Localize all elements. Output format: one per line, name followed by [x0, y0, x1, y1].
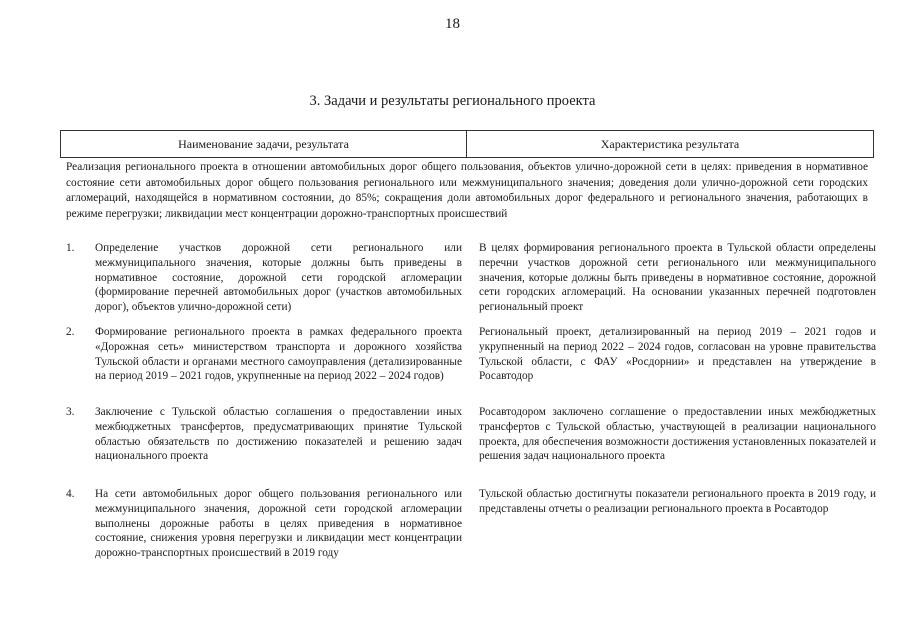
row-result: Росавтодором заключено соглашение о предоставлении иных межбюджетных трансфертов с Тульской областью, участвующей в реализации национального проекта, для обеспечения возможности достижения установленных показателей и решения задач национального проекта	[479, 406, 876, 463]
table-header	[60, 130, 874, 158]
row-result: Региональный проект, детализированный на период 2019 – 2021 годов и укрупненный на период 2022 – 2024 годов, согласован на уровне правительства Тульской области, с ФАУ «Росдорнии» и представлен на утверждение в Росавтодор	[479, 326, 876, 383]
row-task: Определение участков дорожной сети регионального или межмуниципального значения, которые должны быть приведены в нормативное состояние, дорожной сети городской агломерации (формирование перечней автомобильных дорог (участков автомобильных дорог), объектов улично-дорожной сети)	[95, 242, 462, 314]
header-task: Наименование задачи, результата	[61, 131, 467, 157]
table-intro: Реализация регионального проекта в отношении автомобильных дорог общего пользования, объектов улично-дорожной сети в целях: приведения в нормативное состояние сети автомобильных дорог общего пользования регионального или межмуниципального значения; доведения доли улично-дорожной сети городских агломераций, находящейся в нормативном состоянии, до 85%; сокращения доли автомобильных дорог федерального и регионального значения, работающих в режиме перегрузки; ликвидации мест концентрации дорожно-транспортных происшествий	[66, 161, 868, 220]
row-task: Заключение с Тульской областью соглашения о предоставлении иных межбюджетных трансфертов, предусматривающих принятие Тульской областью обязательств по достижению показателей и решению задач национального проекта	[95, 406, 462, 463]
row-number: 4.	[66, 488, 75, 500]
section-title: 3. Задачи и результаты регионального проекта	[309, 93, 596, 109]
row-task: На сети автомобильных дорог общего пользования регионального или межмуниципального значения, дорожной сети городской агломерации выполнены дорожные работы в целях приведения в нормативное состояние, снижения уровня перегрузки и ликвидации мест концентрации дорожно-транспортных происшествий в 2019 году	[95, 488, 462, 560]
page-number: 18	[445, 16, 460, 32]
row-task: Формирование регионального проекта в рамках федерального проекта «Дорожная сеть» министерством транспорта и дорожного хозяйства Тульской области и органами местного самоуправления (детализированные на период 2019 – 2021 годов, укрупненные на период 2022 – 2024 годов)	[95, 326, 462, 383]
row-number: 3.	[66, 406, 75, 418]
header-result: Характеристика результата	[600, 136, 740, 151]
row-number: 2.	[66, 326, 75, 338]
row-result: Тульской областью достигнуты показатели регионального проекта в 2019 году, и представлены отчеты о реализации регионального проекта в Росавтодор	[479, 488, 876, 515]
row-number: 1.	[66, 242, 75, 254]
row-result: В целях формирования регионального проекта в Тульской области определены перечни участков дорожной сети регионального или межмуниципального значения, которые должны быть приведены в нормативное состояние, дорожной сети городских агломераций. На основании указанных перечней подготовлен региональный проект	[479, 242, 876, 314]
